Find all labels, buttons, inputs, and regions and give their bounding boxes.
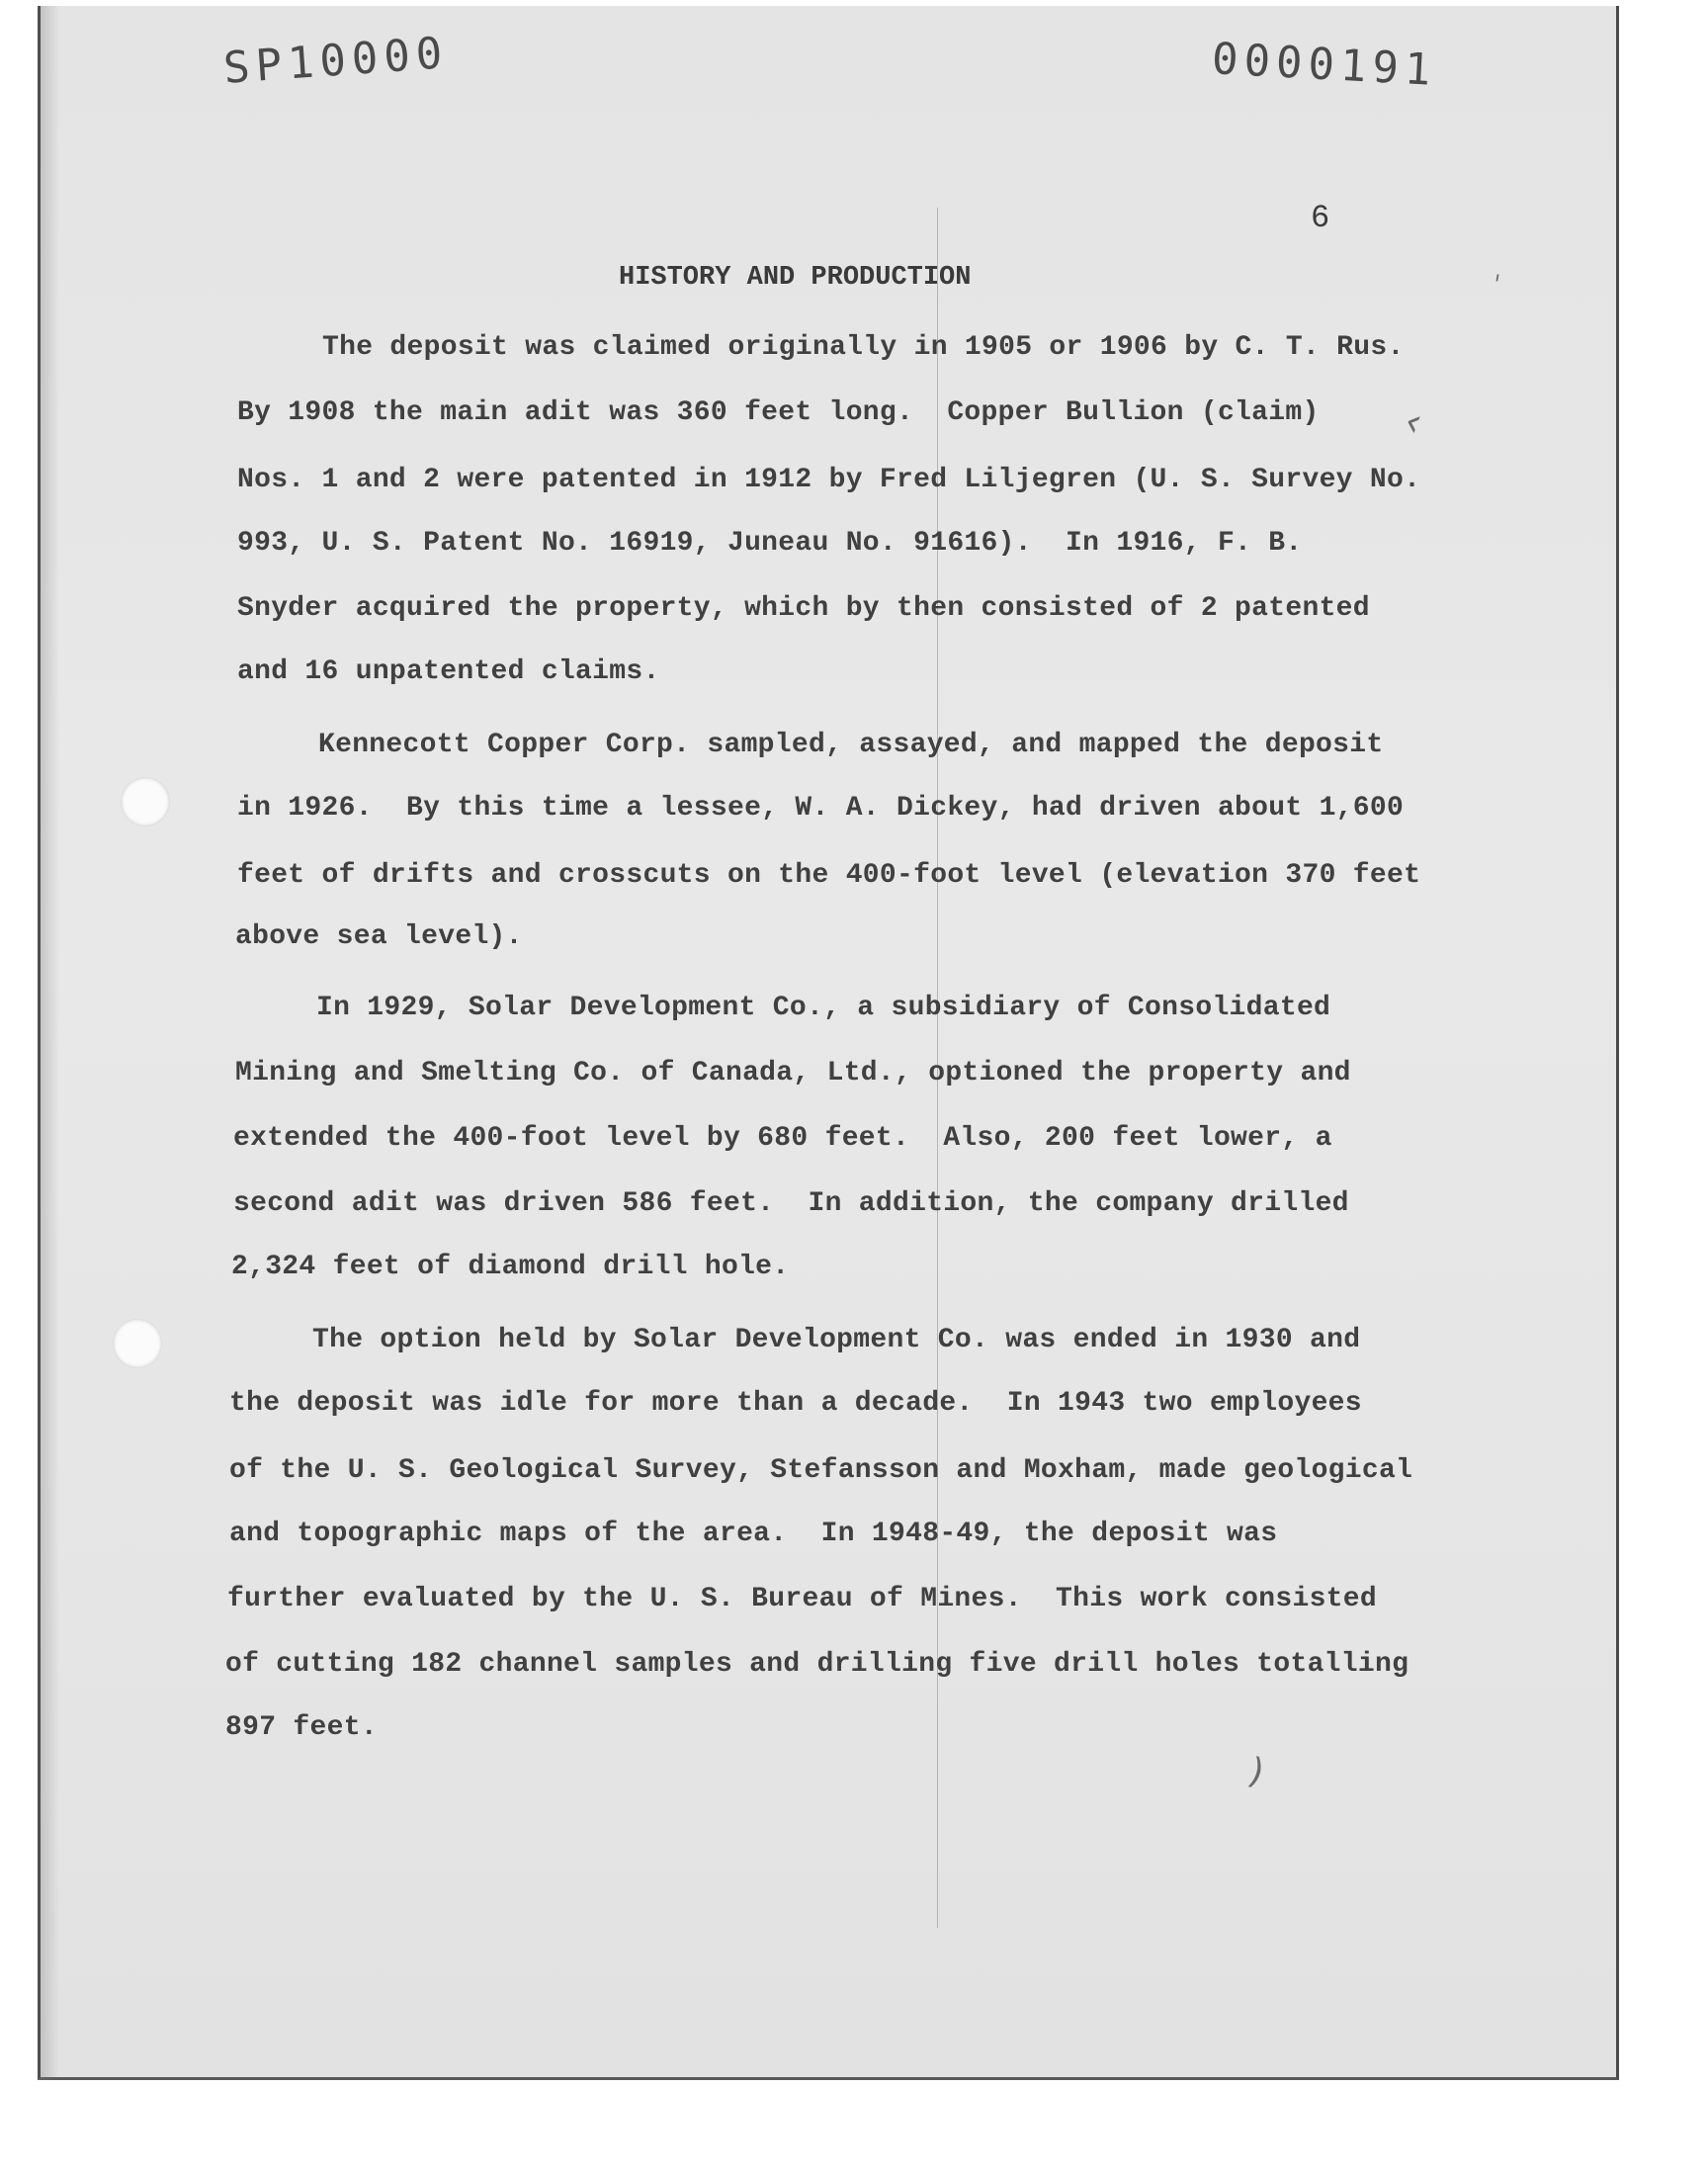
- text-line-16: The option held by Solar Development Co. was ended in 1930 and: [312, 1325, 1361, 1355]
- handwritten-id-right: 0000191: [1210, 34, 1438, 96]
- section-heading: HISTORY AND PRODUCTION: [619, 263, 972, 293]
- text-line-8: in 1926. By this time a lessee, W. A. Dickey, had driven about 1,600: [237, 793, 1405, 824]
- text-line-19: and topographic maps of the area. In 1948-49, the deposit was: [229, 1519, 1278, 1549]
- pencil-stroke-mark: ˈ: [1490, 270, 1502, 302]
- text-line-3: Nos. 1 and 2 were patented in 1912 by Fred Liljegren (U. S. Survey No.: [237, 465, 1421, 495]
- text-line-22: 897 feet.: [225, 1712, 378, 1743]
- text-line-10: above sea level).: [235, 921, 523, 952]
- text-line-4: 993, U. S. Patent No. 16919, Juneau No. 91616). In 1916, F. B.: [237, 528, 1303, 559]
- handwritten-id-left: SP10000: [221, 28, 450, 94]
- page-edge-shadow: [38, 6, 59, 2080]
- punch-hole-bottom: [113, 1319, 162, 1368]
- text-line-11: In 1929, Solar Development Co., a subsidiary of Consolidated: [316, 993, 1331, 1023]
- text-line-9: feet of drifts and crosscuts on the 400-foot level (elevation 370 feet: [237, 860, 1421, 891]
- pencil-curve-mark: ): [1243, 1750, 1269, 1794]
- pencil-tick-mark: ‹: [1398, 397, 1429, 447]
- text-line-7: Kennecott Copper Corp. sampled, assayed, and mapped the deposit: [318, 730, 1384, 760]
- text-line-21: of cutting 182 channel samples and drilling five drill holes totalling: [225, 1649, 1409, 1680]
- text-line-13: extended the 400-foot level by 680 feet. Also, 200 feet lower, a: [233, 1123, 1332, 1154]
- text-line-1: The deposit was claimed originally in 1905 or 1906 by C. T. Rus.: [322, 332, 1405, 363]
- text-line-2: By 1908 the main adit was 360 feet long. Copper Bullion (claim): [237, 397, 1320, 428]
- text-line-20: further evaluated by the U. S. Bureau of Mines. This work consisted: [227, 1584, 1377, 1614]
- text-line-6: and 16 unpatented claims.: [237, 656, 660, 687]
- text-line-14: second adit was driven 586 feet. In addition, the company drilled: [233, 1188, 1349, 1219]
- text-line-18: of the U. S. Geological Survey, Stefansson and Moxham, made geological: [229, 1455, 1413, 1486]
- paper-sheet: [38, 6, 1619, 2080]
- page-number: 6: [1311, 200, 1330, 236]
- text-line-12: Mining and Smelting Co. of Canada, Ltd., optioned the property and: [235, 1058, 1351, 1088]
- text-line-17: the deposit was idle for more than a decade. In 1943 two employees: [229, 1388, 1362, 1419]
- text-line-5: Snyder acquired the property, which by then consisted of 2 patented: [237, 593, 1370, 624]
- punch-hole-top: [121, 777, 170, 826]
- text-line-15: 2,324 feet of diamond drill hole.: [231, 1252, 790, 1282]
